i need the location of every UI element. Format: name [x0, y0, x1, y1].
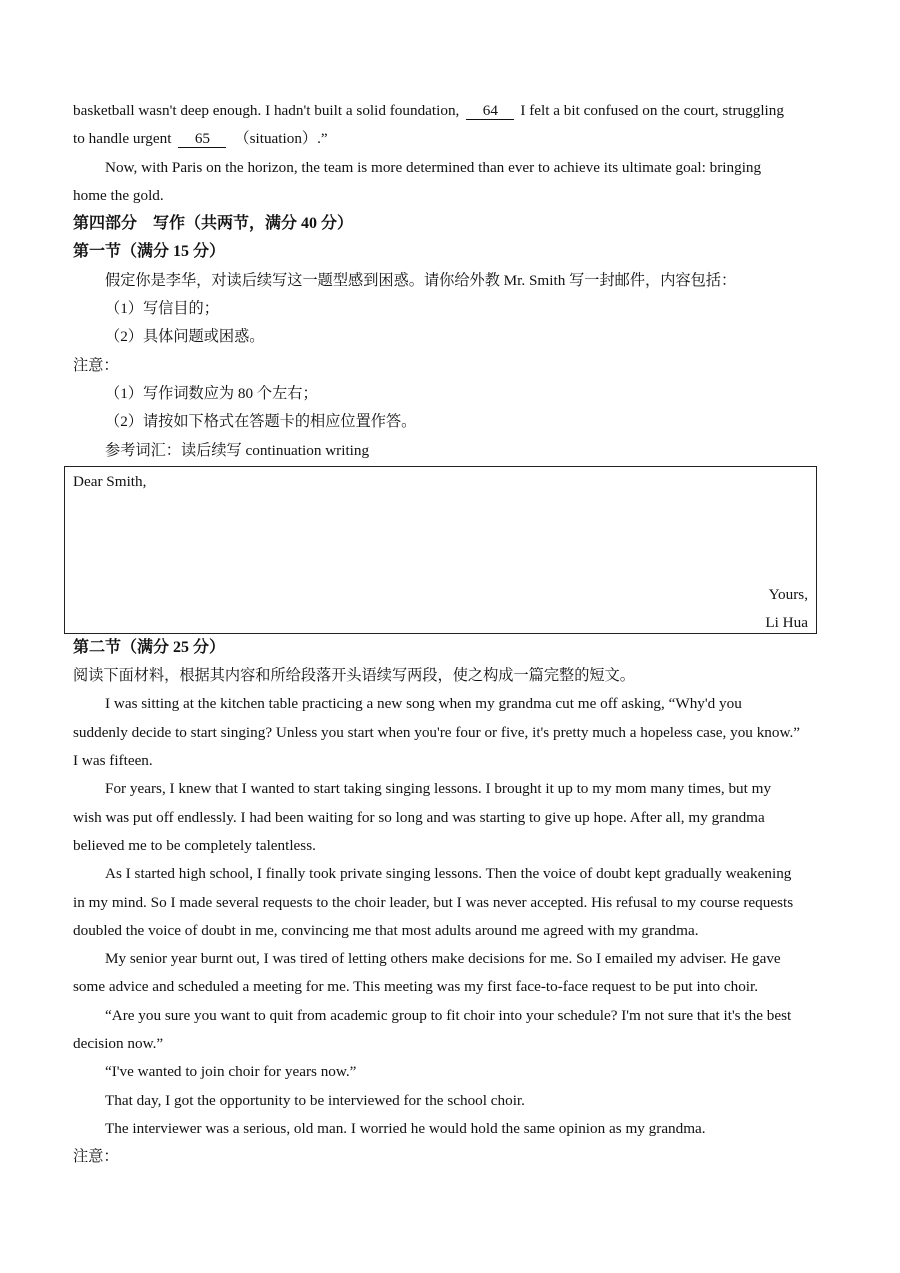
story-line: wish was put off endlessly. I had been waiting for so long and was starting to give up hope. After all, my grandma: [73, 808, 765, 826]
passage-line: [73, 125, 829, 153]
letter-closing-block: [765, 581, 808, 637]
passage-text: basketball wasn't deep enough. I hadn't built a solid foundation,: [73, 102, 460, 119]
passage-text: to handle urgent: [73, 130, 172, 148]
passage-text: I felt a bit confused on the court, struggling: [520, 102, 784, 119]
story-line: That day, I got the opportunity to be interviewed for the school choir.: [105, 1091, 525, 1109]
section2-heading: 第二节（满分 25 分）: [73, 638, 226, 656]
passage-line: Now, with Paris on the horizon, the team is more determined than ever to achieve its ultimate goal: bringing: [105, 158, 762, 176]
note-item: （1）写作词数应为 80 个左右；: [105, 384, 318, 402]
letter-signature: Li Hua: [765, 613, 808, 631]
story-line: suddenly decide to start singing? Unless you start when you're four or five, it's pretty much a hopeless case, you know.”: [73, 723, 800, 741]
passage-line: [73, 97, 829, 125]
final-note-label: 注意：: [73, 1148, 119, 1166]
passage-line: home the gold.: [73, 186, 164, 204]
vocab-reference: 参考词汇：读后续写 continuation writing: [105, 441, 370, 459]
letter-closing: Yours,: [768, 585, 808, 603]
story-line: “I've wanted to join choir for years now.”: [105, 1063, 357, 1081]
prompt-point: （1）写信目的；: [105, 300, 219, 318]
blank-65: 65: [178, 130, 226, 148]
story-line: As I started high school, I finally took private singing lessons. Then the voice of doubt kept gradually weakening: [105, 865, 792, 883]
story-line: The interviewer was a serious, old man. I worried he would hold the same opinion as my grandma.: [105, 1119, 706, 1137]
section1-heading: 第一节（满分 15 分）: [73, 243, 226, 261]
part4-heading: 第四部分 写作（共两节，满分 40 分）: [73, 215, 354, 233]
story-line: doubled the voice of doubt in me, convincing me that most adults around me agreed with my grandma.: [73, 921, 699, 939]
story-line: in my mind. So I made several requests to the choir leader, but I was never accepted. His refusal to my course requests: [73, 893, 794, 911]
story-passage: [73, 690, 829, 1143]
writing-prompt: 假定你是李华，对读后续写这一题型感到困惑。请你给外教 Mr. Smith 写一封邮件，内容包括：: [105, 271, 737, 289]
story-line: My senior year burnt out, I was tired of letting others make decisions for me. So I emailed my adviser. He gave: [105, 950, 781, 968]
story-line: some advice and scheduled a meeting for me. This meeting was my first face-to-face request to be put into choir.: [73, 978, 759, 996]
note-label: 注意：: [73, 356, 119, 374]
exam-page: [73, 97, 829, 1172]
letter-answer-box: [64, 466, 817, 634]
blank-64: 64: [466, 102, 514, 120]
letter-greeting: Dear Smith,: [73, 472, 147, 490]
story-line: “Are you sure you want to quit from academic group to fit choir into your schedule? I'm not sure that it's the best: [105, 1006, 792, 1024]
story-line: I was fifteen.: [73, 752, 153, 770]
note-item: （2）请按如下格式在答题卡的相应位置作答。: [105, 413, 417, 431]
story-line: For years, I knew that I wanted to start taking singing lessons. I brought it up to my mom many times, but my: [105, 780, 772, 798]
prompt-point: （2）具体问题或困惑。: [105, 328, 265, 346]
story-line: I was sitting at the kitchen table practicing a new song when my grandma cut me off asking, “Why'd you: [105, 695, 742, 713]
story-line: decision now.”: [73, 1035, 164, 1053]
passage-text: （situation）.”: [234, 130, 328, 148]
story-line: believed me to be completely talentless.: [73, 836, 316, 854]
section2-instruction: 阅读下面材料，根据其内容和所给段落开头语续写两段，使之构成一篇完整的短文。: [73, 667, 635, 685]
